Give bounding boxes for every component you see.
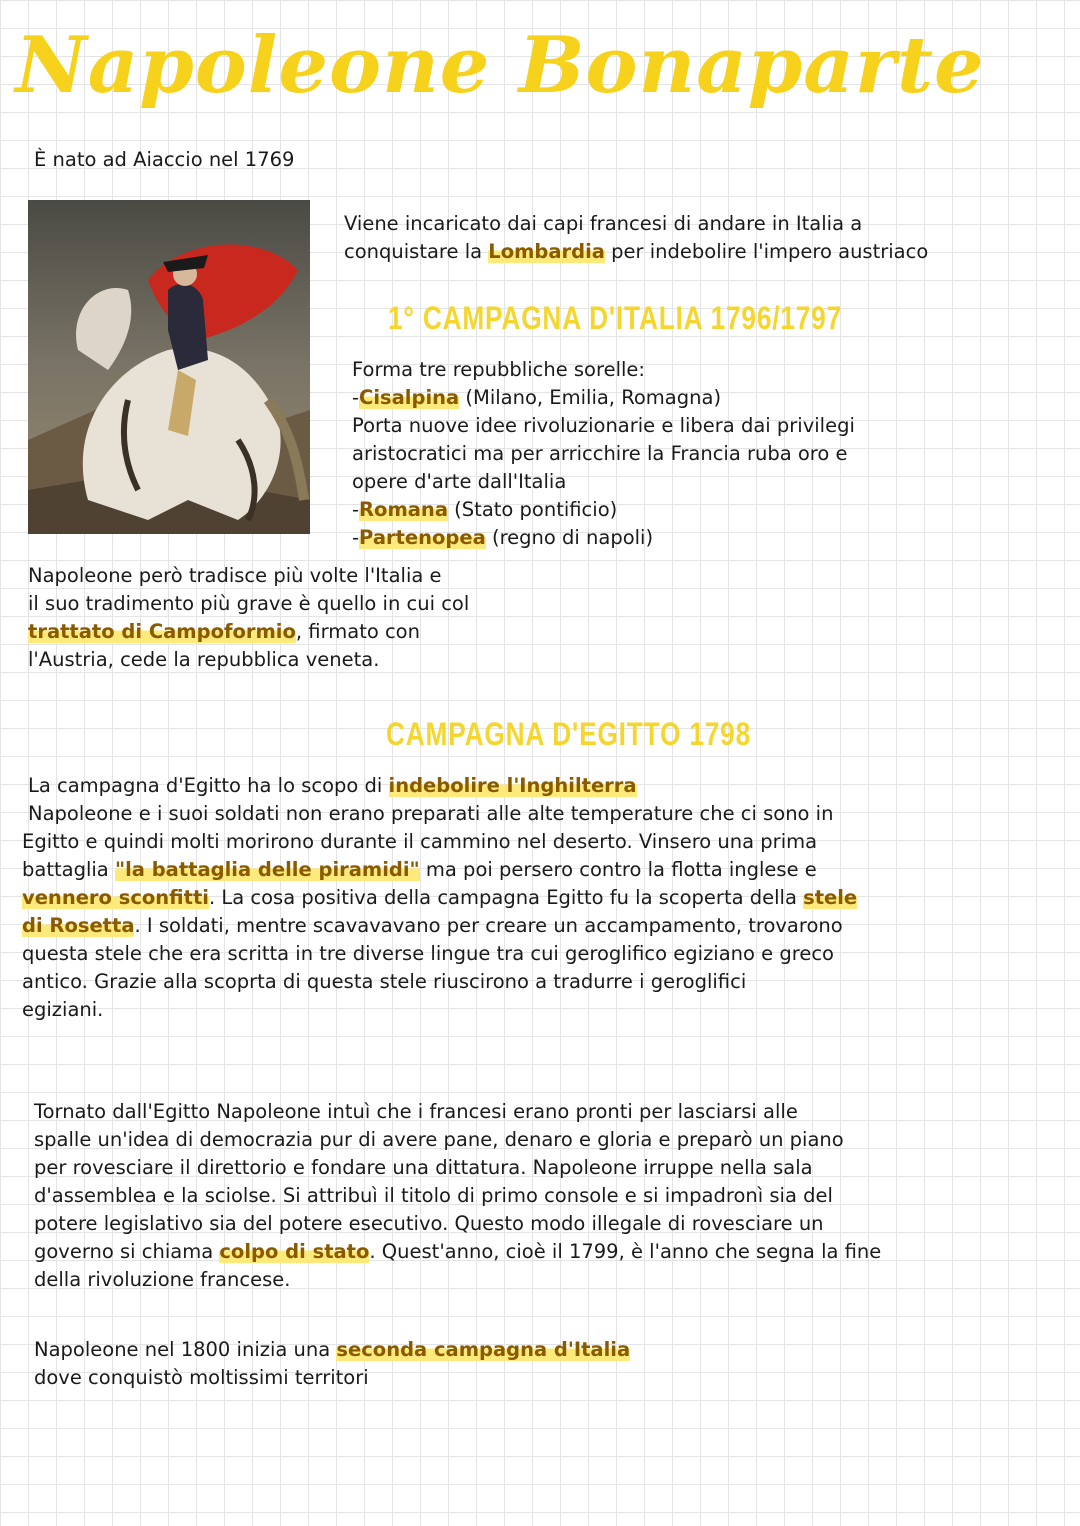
highlight-romana: Romana <box>359 498 448 521</box>
betrayal-line-2: il suo tradimento più grave è quello in cui col <box>28 592 470 615</box>
highlight-lombardia: Lombardia <box>488 240 605 263</box>
highlight-campoformio: trattato di Campoformio <box>28 620 296 643</box>
return-line-2: spalle un'idea di democrazia pur di avere pane, denaro e gloria e preparò un piano <box>34 1128 844 1151</box>
campaign1-line-2: -Cisalpina (Milano, Emilia, Romagna) <box>352 386 722 409</box>
highlight-sconfitti: vennero sconfitti <box>22 886 209 909</box>
return-line-1: Tornato dall'Egitto Napoleone intuì che i francesi erano pronti per lasciarsi alle <box>34 1100 798 1123</box>
betrayal-line-4: l'Austria, cede la repubblica veneta. <box>28 648 380 671</box>
egypt-line-9: egiziani. <box>22 998 104 1021</box>
highlight-inghilterra: indebolire l'Inghilterra <box>388 774 637 797</box>
highlight-stele: stele <box>803 886 858 909</box>
highlight-rosetta: di Rosetta <box>22 914 135 937</box>
napoleon-painting <box>28 200 310 534</box>
return-line-3: per rovesciare il direttorio e fondare una dittatura. Napoleone irruppe nella sala <box>34 1156 813 1179</box>
highlight-cisalpina: Cisalpina <box>359 386 460 409</box>
egypt-line-1: La campagna d'Egitto ha lo scopo di indebolire l'Inghilterra <box>28 774 637 797</box>
return-line-6: governo si chiama colpo di stato. Quest'anno, cioè il 1799, è l'anno che segna la fine <box>34 1240 882 1263</box>
section-heading-campagna-italia: 1° CAMPAGNA D'ITALIA 1796/1797 <box>388 300 842 336</box>
campaign1-line-6: -Romana (Stato pontificio) <box>352 498 618 521</box>
campaign1-line-1: Forma tre repubbliche sorelle: <box>352 358 645 381</box>
highlight-seconda-campagna: seconda campagna d'Italia <box>336 1338 631 1361</box>
intro-line-1: Viene incaricato dai capi francesi di andare in Italia a <box>344 212 863 235</box>
highlight-partenopea: Partenopea <box>359 526 486 549</box>
campaign1-line-7: -Partenopea (regno di napoli) <box>352 526 654 549</box>
intro-line-2: conquistare la Lombardia per indebolire l'impero austriaco <box>344 240 929 263</box>
return-line-5: potere legislativo sia del potere esecutivo. Questo modo illegale di rovesciare un <box>34 1212 824 1235</box>
page-title: Napoleone Bonaparte <box>15 20 985 111</box>
egypt-line-3: Egitto e quindi molti morirono durante il cammino nel deserto. Vinsero una prima <box>22 830 818 853</box>
return-line-4: d'assemblea e la sciolse. Si attribuì il titolo di primo console e si impadronì sia del <box>34 1184 833 1207</box>
campaign1-line-4: aristocratici ma per arricchire la Francia ruba oro e <box>352 442 848 465</box>
egypt-line-8: antico. Grazie alla scoprta di questa stele riuscirono a tradurre i geroglifici <box>22 970 747 993</box>
betrayal-line-1: Napoleone però tradisce più volte l'Italia e <box>28 564 442 587</box>
campaign1-line-3: Porta nuove idee rivoluzionarie e libera dai privilegi <box>352 414 855 437</box>
egypt-line-4: battaglia "la battaglia delle piramidi" ma poi persero contro la flotta inglese e <box>22 858 817 881</box>
section-heading-campagna-egitto: CAMPAGNA D'EGITTO 1798 <box>386 716 751 752</box>
birth-line: È nato ad Aiaccio nel 1769 <box>34 148 295 171</box>
egypt-line-2: Napoleone e i suoi soldati non erano preparati alle alte temperature che ci sono in <box>28 802 834 825</box>
highlight-colpo-di-stato: colpo di stato <box>219 1240 370 1263</box>
campaign1-line-5: opere d'arte dall'Italia <box>352 470 567 493</box>
highlight-piramidi: "la battaglia delle piramidi" <box>114 858 420 881</box>
betrayal-line-3: trattato di Campoformio, firmato con <box>28 620 420 643</box>
napoleon-horse-image <box>28 200 310 534</box>
egypt-line-7: questa stele che era scritta in tre diverse lingue tra cui geroglifico egiziano e greco <box>22 942 834 965</box>
return-line-7: della rivoluzione francese. <box>34 1268 291 1291</box>
egypt-line-5: vennero sconfitti. La cosa positiva della campagna Egitto fu la scoperta della stele <box>22 886 858 909</box>
egypt-line-6: di Rosetta. I soldati, mentre scavavavano per creare un accampamento, trovarono <box>22 914 843 937</box>
second-campaign-line-1: Napoleone nel 1800 inizia una seconda campagna d'Italia <box>34 1338 631 1361</box>
second-campaign-line-2: dove conquistò moltissimi territori <box>34 1366 369 1389</box>
